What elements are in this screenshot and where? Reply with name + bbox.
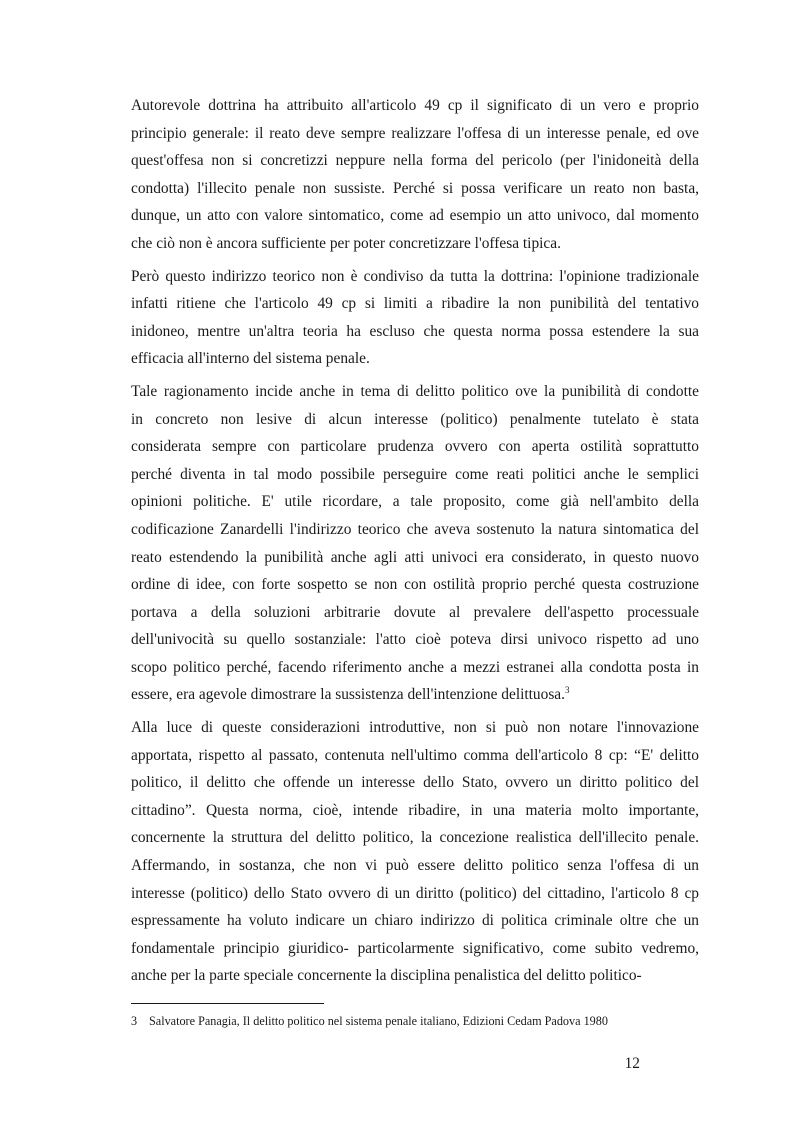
- text-line: principio generale: il reato deve sempre realizzare l'offesa di un interesse penale, ed ove: [131, 124, 699, 142]
- text-line: interesse (politico) dello Stato ovvero di un diritto (politico) del cittadino, l'articolo 8 cp: [131, 884, 699, 902]
- text-line: concernente la struttura del delitto politico, la concezione realistica dell'illecito penale.: [131, 829, 699, 847]
- body-text: [131, 92, 699, 995]
- text-line: che ciò non è ancora sufficiente per poter concretizzare l'offesa tipica.: [131, 234, 561, 252]
- text-line: espressamente ha voluto indicare un chiaro indirizzo di politica criminale oltre che un: [131, 912, 699, 930]
- text-line: opinioni politiche. E' utile ricordare, a tale proposito, come già nell'ambito della: [131, 493, 699, 511]
- text-line: ordine di idee, con forte sospetto se non con ostilità proprio perché questa costruzione: [131, 576, 699, 594]
- footnote-text: Salvatore Panagia, Il delitto politico nel sistema penale italiano, Edizioni Cedam Padova 1980: [149, 1014, 608, 1028]
- paragraph: [131, 263, 699, 373]
- text-line: politico, il delitto che offende un interesse dello Stato, ovvero un diritto politico del: [131, 774, 699, 792]
- footnote-separator: [131, 1003, 324, 1004]
- text-line: Alla luce di queste considerazioni introduttive, non si può non notare l'innovazione: [131, 719, 699, 737]
- text-line: perché diventa in tal modo possibile perseguire come reati politici anche le semplici: [131, 465, 699, 483]
- text-line: anche per la parte speciale concernente la disciplina penalistica del delitto politico-: [131, 967, 642, 985]
- text-line: Tale ragionamento incide anche in tema di delitto politico ove la punibilità di condotte: [131, 382, 699, 400]
- footnote-number: 3: [131, 1014, 138, 1028]
- paragraph: [131, 714, 699, 990]
- text-line: inidoneo, mentre un'altra teoria ha escluso che questa norma possa estendere la sua: [131, 322, 699, 340]
- text-line: essere, era agevole dimostrare la sussistenza dell'intenzione delittuosa.$^3$: [131, 685, 570, 704]
- text-line: scopo politico perché, facendo riferimento anche a mezzi estranei alla condotta posta in: [131, 658, 699, 676]
- text-line: Però questo indirizzo teorico non è condiviso da tutta la dottrina: l'opinione tradizionale: [131, 267, 699, 285]
- text-line: reato estendendo la punibilità anche agli atti univoci era considerato, in questo nuovo: [131, 548, 699, 566]
- text-line: considerata sempre con particolare prudenza ovvero con aperta ostilità soprattutto: [131, 438, 699, 456]
- text-line: fondamentale principio giuridico- particolarmente significativo, come subito vedremo,: [131, 939, 699, 957]
- text-line: quest'offesa non si concretizzi neppure nella forma del pericolo (per l'inidoneità della: [131, 152, 699, 170]
- text-line: codificazione Zanardelli l'indirizzo teorico che aveva sostenuto la natura sintomatica del: [131, 520, 699, 538]
- text-line: Affermando, in sostanza, che non vi può essere delitto politico senza l'offesa di un: [131, 857, 699, 875]
- paragraph: [131, 92, 699, 258]
- footnote: [131, 1013, 699, 1029]
- text-line: condotta) l'illecito penale non sussiste. Perché si possa verificare un reato non basta,: [131, 179, 699, 197]
- text-line: dunque, un atto con valore sintomatico, come ad esempio un atto univoco, dal momento: [131, 207, 699, 225]
- footnote-reference[interactable]: 3: [564, 685, 570, 696]
- text-line: Autorevole dottrina ha attribuito all'articolo 49 cp il significato di un vero e proprio: [131, 97, 699, 114]
- text-line: apportata, rispetto al passato, contenuta nell'ultimo comma dell'articolo 8 cp: “E' delitto: [131, 746, 699, 764]
- text-line: in concreto non lesive di alcun interesse (politico) penalmente tutelato è stata: [131, 410, 699, 428]
- page-number: 12: [624, 1055, 640, 1072]
- text-line: dell'univocità su quello sostanziale: l'atto cioè poteva dirsi univoco rispetto ad uno: [131, 631, 699, 649]
- paragraph: [131, 378, 699, 709]
- text-line: infatti ritiene che l'articolo 49 cp si limiti a ribadire la non punibilità del tentativo: [131, 295, 699, 313]
- text-line: cittadino”. Questa norma, cioè, intende ribadire, in una materia molto importante,: [131, 801, 699, 819]
- text-line: portava a della soluzioni arbitrarie dovute al prevalere dell'aspetto processuale: [131, 603, 699, 621]
- text-line: efficacia all'interno del sistema penale.: [131, 350, 370, 368]
